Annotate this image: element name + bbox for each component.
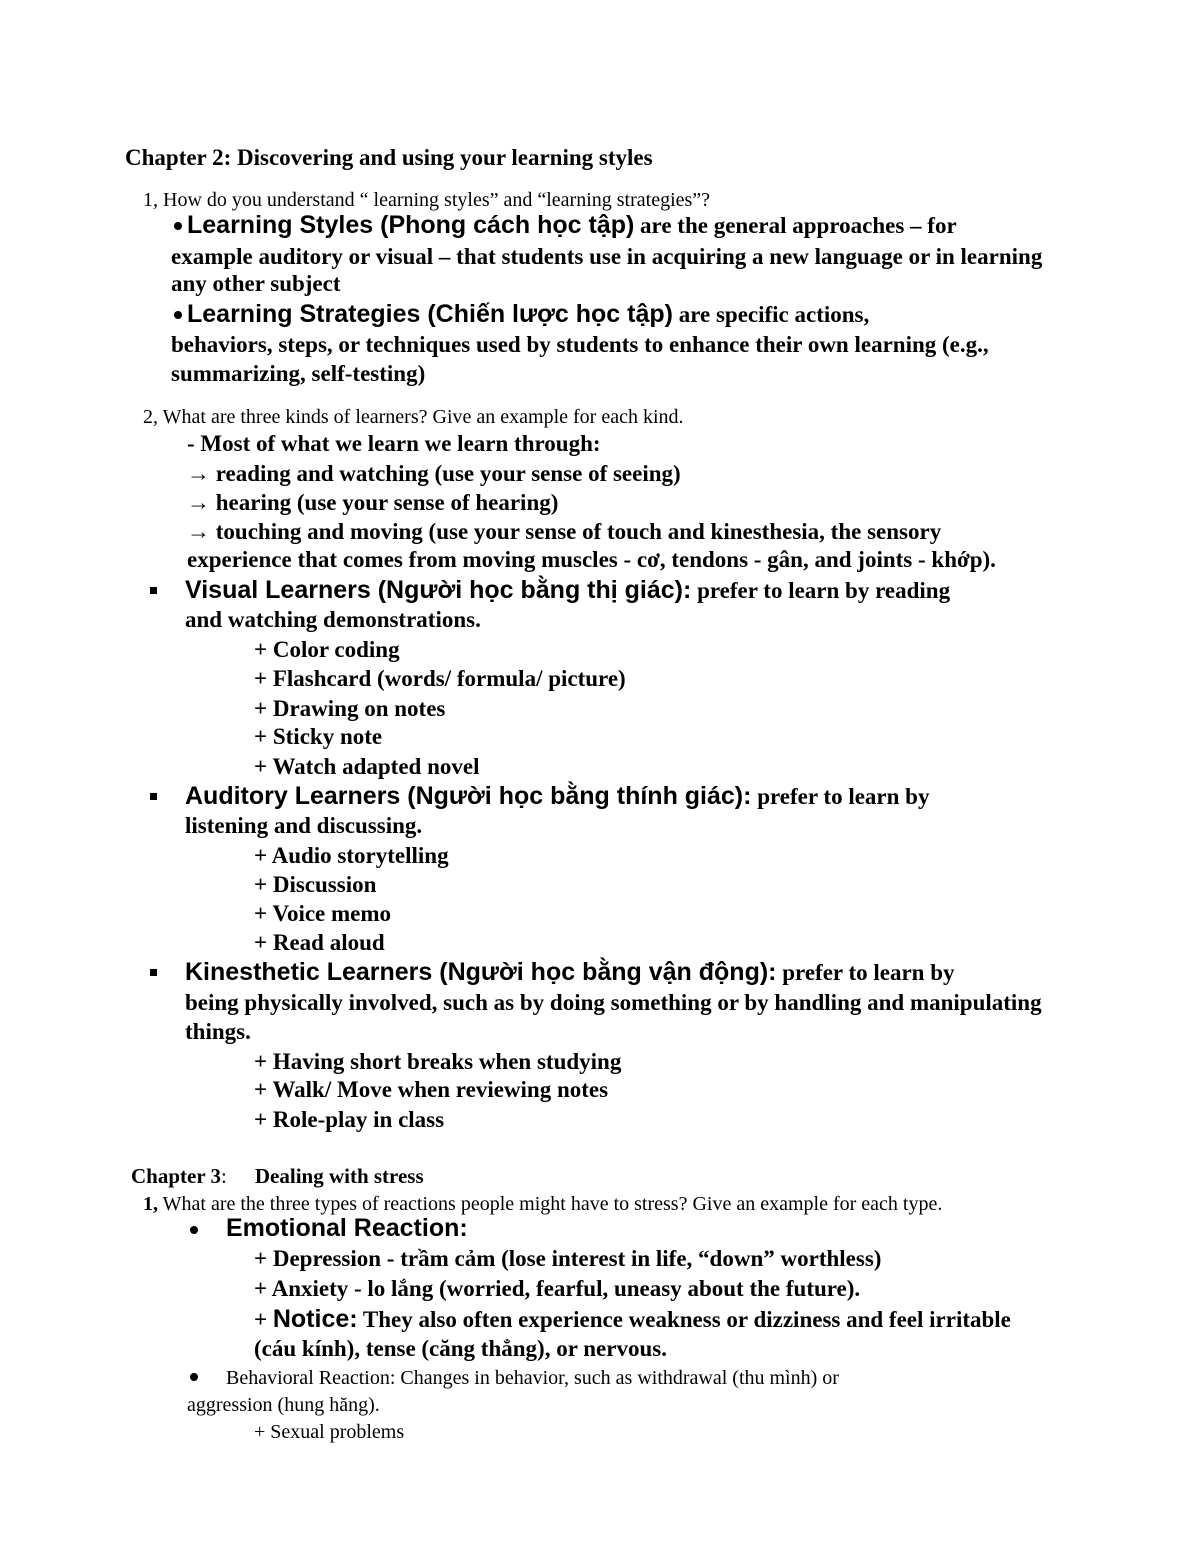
learning-styles-def: Learning Styles (Phong cách học tập) are the general approaches – for <box>187 211 957 239</box>
square-bullet-icon <box>150 793 157 800</box>
arrow-touching: → touching and moving (use your sense of touch and kinesthesia, the sensory <box>187 519 942 544</box>
auditory-learners-term: Auditory Learners (Người học bằng thính giác): <box>185 782 752 810</box>
notice-line2: (cáu kính), tense (căng thẳng), or nervous. <box>254 1336 667 1361</box>
bullet-icon <box>190 1226 198 1234</box>
chapter2-title: Chapter 2: Discovering and using your learning styles <box>125 145 653 170</box>
auditory-item: + Voice memo <box>254 901 392 926</box>
bullet-icon <box>190 1373 198 1381</box>
auditory-learners-line2: listening and discussing. <box>185 813 423 838</box>
behavioral-reaction-line2: aggression (hung hăng). <box>187 1394 380 1416</box>
kinesthetic-learners-line2: being physically involved, such as by doing something or by handling and manipulating <box>185 990 1042 1015</box>
emotional-item: + Depression - trầm cảm (lose interest in life, “down” worthless) <box>254 1246 882 1271</box>
visual-item: + Sticky note <box>254 724 383 749</box>
kinesthetic-learners: Kinesthetic Learners (Người học bằng vận động): prefer to learn by <box>185 958 955 986</box>
visual-item: + Watch adapted novel <box>254 754 480 779</box>
kinesthetic-item: + Role-play in class <box>254 1107 445 1132</box>
learning-styles-def-line3: any other subject <box>171 271 341 296</box>
auditory-item: + Audio storytelling <box>254 843 449 868</box>
kinesthetic-item: + Walk/ Move when reviewing notes <box>254 1077 609 1102</box>
square-bullet-icon <box>150 969 157 976</box>
learning-strategies-def-line2: behaviors, steps, or techniques used by students to enhance their own learning (e.g., <box>171 332 989 357</box>
learning-strategies-def-line3: summarizing, self-testing) <box>171 361 426 386</box>
visual-item: + Flashcard (words/ formula/ picture) <box>254 666 626 691</box>
chapter3-question-1: 1, What are the three types of reactions people might have to stress? Give an example for each type. <box>143 1193 943 1215</box>
learning-styles-term: Learning Styles (Phong cách học tập) <box>187 211 635 239</box>
intro-line: - Most of what we learn we learn through: <box>187 431 601 456</box>
auditory-item: + Discussion <box>254 872 377 897</box>
learning-strategies-def: Learning Strategies (Chiến lược học tập) are specific actions, <box>187 300 870 328</box>
behavioral-reaction: Behavioral Reaction: Changes in behavior, such as withdrawal (thu mình) or <box>226 1367 839 1389</box>
notice-term: Notice: <box>272 1305 358 1333</box>
bullet-icon <box>174 222 182 230</box>
visual-item: + Drawing on notes <box>254 696 446 721</box>
kinesthetic-learners-term: Kinesthetic Learners (Người học bằng vận động): <box>185 958 777 986</box>
learning-strategies-term: Learning Strategies (Chiến lược học tập) <box>187 300 673 328</box>
chapter3-title: Chapter 3: Dealing with stress <box>131 1164 424 1188</box>
emotional-reaction-term: Emotional Reaction: <box>226 1214 468 1242</box>
visual-learners: Visual Learners (Người học bằng thị giác): prefer to learn by reading <box>185 576 951 604</box>
bullet-icon <box>174 311 182 319</box>
behavioral-item: + Sexual problems <box>254 1421 405 1443</box>
question-2: 2, What are three kinds of learners? Give an example for each kind. <box>143 406 684 428</box>
kinesthetic-item: + Having short breaks when studying <box>254 1049 622 1074</box>
arrow-hearing: → hearing (use your sense of hearing) <box>187 490 559 515</box>
visual-learners-term: Visual Learners (Người học bằng thị giác): <box>185 576 692 604</box>
kinesthetic-learners-line3: things. <box>185 1019 251 1044</box>
auditory-learners: Auditory Learners (Người học bằng thính giác): prefer to learn by <box>185 782 930 810</box>
visual-item: + Color coding <box>254 637 400 662</box>
notice-line: + Notice: They also often experience weakness or dizziness and feel irritable <box>254 1305 1011 1333</box>
behavioral-reaction-term: Behavioral Reaction: <box>226 1367 396 1389</box>
auditory-item: + Read aloud <box>254 930 385 955</box>
square-bullet-icon <box>150 587 157 594</box>
emotional-item: + Anxiety - lo lắng (worried, fearful, uneasy about the future). <box>254 1276 861 1301</box>
arrow-touching-line2: experience that comes from moving muscles - cơ, tendons - gân, and joints - khớp). <box>187 547 996 572</box>
visual-learners-line2: and watching demonstrations. <box>185 607 481 632</box>
arrow-reading: → reading and watching (use your sense of seeing) <box>187 461 681 486</box>
question-1: 1, How do you understand “ learning styles” and “learning strategies”? <box>143 189 711 211</box>
learning-styles-def-line2: example auditory or visual – that students use in acquiring a new language or in learning <box>171 244 1043 269</box>
